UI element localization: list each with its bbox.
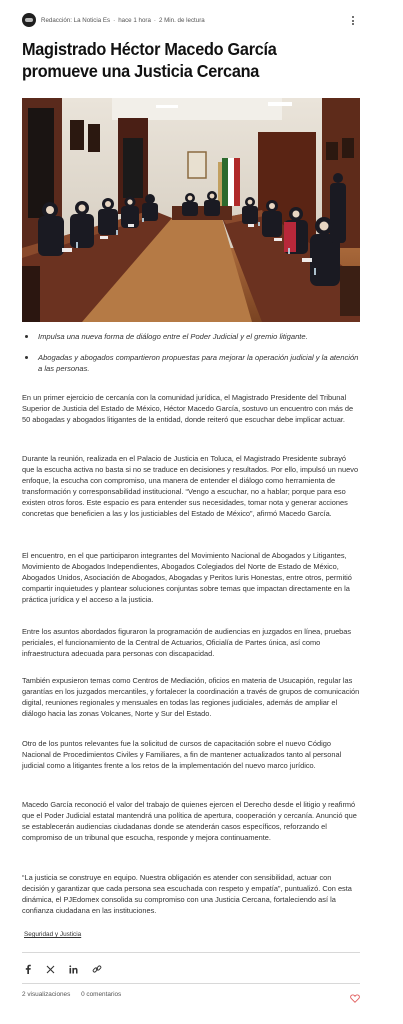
- body-paragraph: Durante la reunión, realizada en el Palacio de Justicia en Toluca, el Magistrado Presidente subrayó que la escucha activa no basta si no se traduce en decisiones y resultados. Por ello, impulsó un nuevo enfoque, la escucha con compromiso, una manera de entender el diálogo como herramienta de transformación y corresponsabilidad institucional. “Vengo a escuchar, no a hablar; porque para eso existen otros foros. Este espacio es para entender sus necesidades, tomar nota y generar acciones concretas que beneficien a las y los justiciables del Estado de México”, afirmó Macedo García.: [22, 454, 359, 518]
- body-paragraph: Otro de los puntos relevantes fue la solicitud de cursos de capacitación sobre el nuevo Código Nacional de Procedimientos Civiles y Familiares, a fin de mantener actualizados tanto al personal judicial como a litigantes frente a los retos de la implementación del nuevo marco jurídico.: [22, 739, 342, 770]
- post-stats: [22, 991, 121, 998]
- body-paragraph: También expusieron temas como Centros de Mediación, oficios en materia de Usucapión, regular las garantías en los juzgados mercantiles, y fortalecer la coordinación a través de grupos de comunicación digital, reuniones regionales y mensuales en todas las regiones judiciales, además de ampliar el diálogo hacia las zonas Volcanes, Norte y Sur del Estado.: [22, 676, 360, 718]
- facebook-icon[interactable]: [24, 964, 32, 974]
- heart-icon[interactable]: [350, 990, 360, 1008]
- body-paragraph: En un primer ejercicio de cercanía con la comunidad jurídica, el Magistrado Presidente del Tribunal Superior de Justicia del Estado de México, Héctor Macedo García, sostuvo un encuentro con más de 50 abogadas y abogados litigantes de la entidad, donde reiteró que escuchar debe implicar actuar.: [22, 393, 354, 424]
- category-tag-link[interactable]: Seguridad y Justicia: [24, 931, 82, 938]
- comments-count[interactable]: 0 comentarios: [81, 991, 122, 998]
- body-paragraph: Entre los asuntos abordados figuraron la programación de audiencias en juzgados en línea, pruebas periciales, el funcionamiento de la Central de Actuarios, Oficialía de Partes única, así como infraestructura adecuada para personas con discapacidad.: [22, 627, 352, 658]
- post-time: hace 1 hora: [118, 16, 151, 24]
- post-title: Magistrado Héctor Macedo García promueve una Justicia Cercana: [22, 39, 277, 81]
- summary-bullet: Abogadas y abogados compartieron propuestas para mejorar la operación judicial y la atención a las personas.: [22, 352, 362, 374]
- post-meta: Redacción: La Noticia Es · hace 1 hora · 2 Min. de lectura: [22, 12, 362, 28]
- body-paragraph: “La justicia se construye en equipo. Nuestra obligación es atender con sensibilidad, actuar con decisión y garantizar que cada persona sea escuchada con respeto y empatía”, puntualizó. Con esta dinámica, el PJEdomex consolida su compromiso con una Justicia Cercana, fortaleciendo así la confianza ciudadana en las instituciones.: [22, 873, 352, 915]
- body-paragraph: El encuentro, en el que participaron integrantes del Movimiento Nacional de Abogados y Litigantes, Movimiento de Abogados Independientes, Abogados Colegiados del Norte de Estado de México, Abogados Unidos, Asociación de Abogados, Abogadas y Peritos Iuris Honestas, entre otros, permitió compartir inquietudes y plantear soluciones conjuntas sobre temas que impactan directamente en la práctica jurídica y el acceso a la justicia.: [22, 551, 352, 604]
- body-paragraph: Macedo García reconoció el valor del trabajo de quienes ejercen el Derecho desde el litigio y reafirmó que el Poder Judicial estatal mantendrá una política de apertura, cooperación y cercanía. Anunció que se establecerán audiencias ciudadanas donde se atenderán casos específicos, reforzando el compromiso de un tribunal que escucha, responde y mejora continuamente.: [22, 800, 357, 842]
- views-count: 2 visualizaciones: [22, 991, 71, 998]
- divider: [22, 983, 360, 984]
- author-name[interactable]: Redacción: La Noticia Es: [41, 16, 111, 24]
- x-icon[interactable]: [46, 965, 55, 974]
- article-photo: [22, 98, 360, 322]
- more-icon[interactable]: [352, 16, 355, 25]
- divider: [22, 952, 360, 953]
- read-time: 2 Min. de lectura: [158, 16, 205, 24]
- summary-bullets: [22, 331, 362, 384]
- linkedin-icon[interactable]: [69, 965, 78, 974]
- share-bar: [24, 963, 102, 975]
- summary-bullet: Impulsa una nueva forma de diálogo entre el Poder Judicial y el gremio litigante.: [22, 331, 362, 342]
- author-avatar[interactable]: [22, 13, 36, 27]
- link-icon[interactable]: [92, 964, 102, 974]
